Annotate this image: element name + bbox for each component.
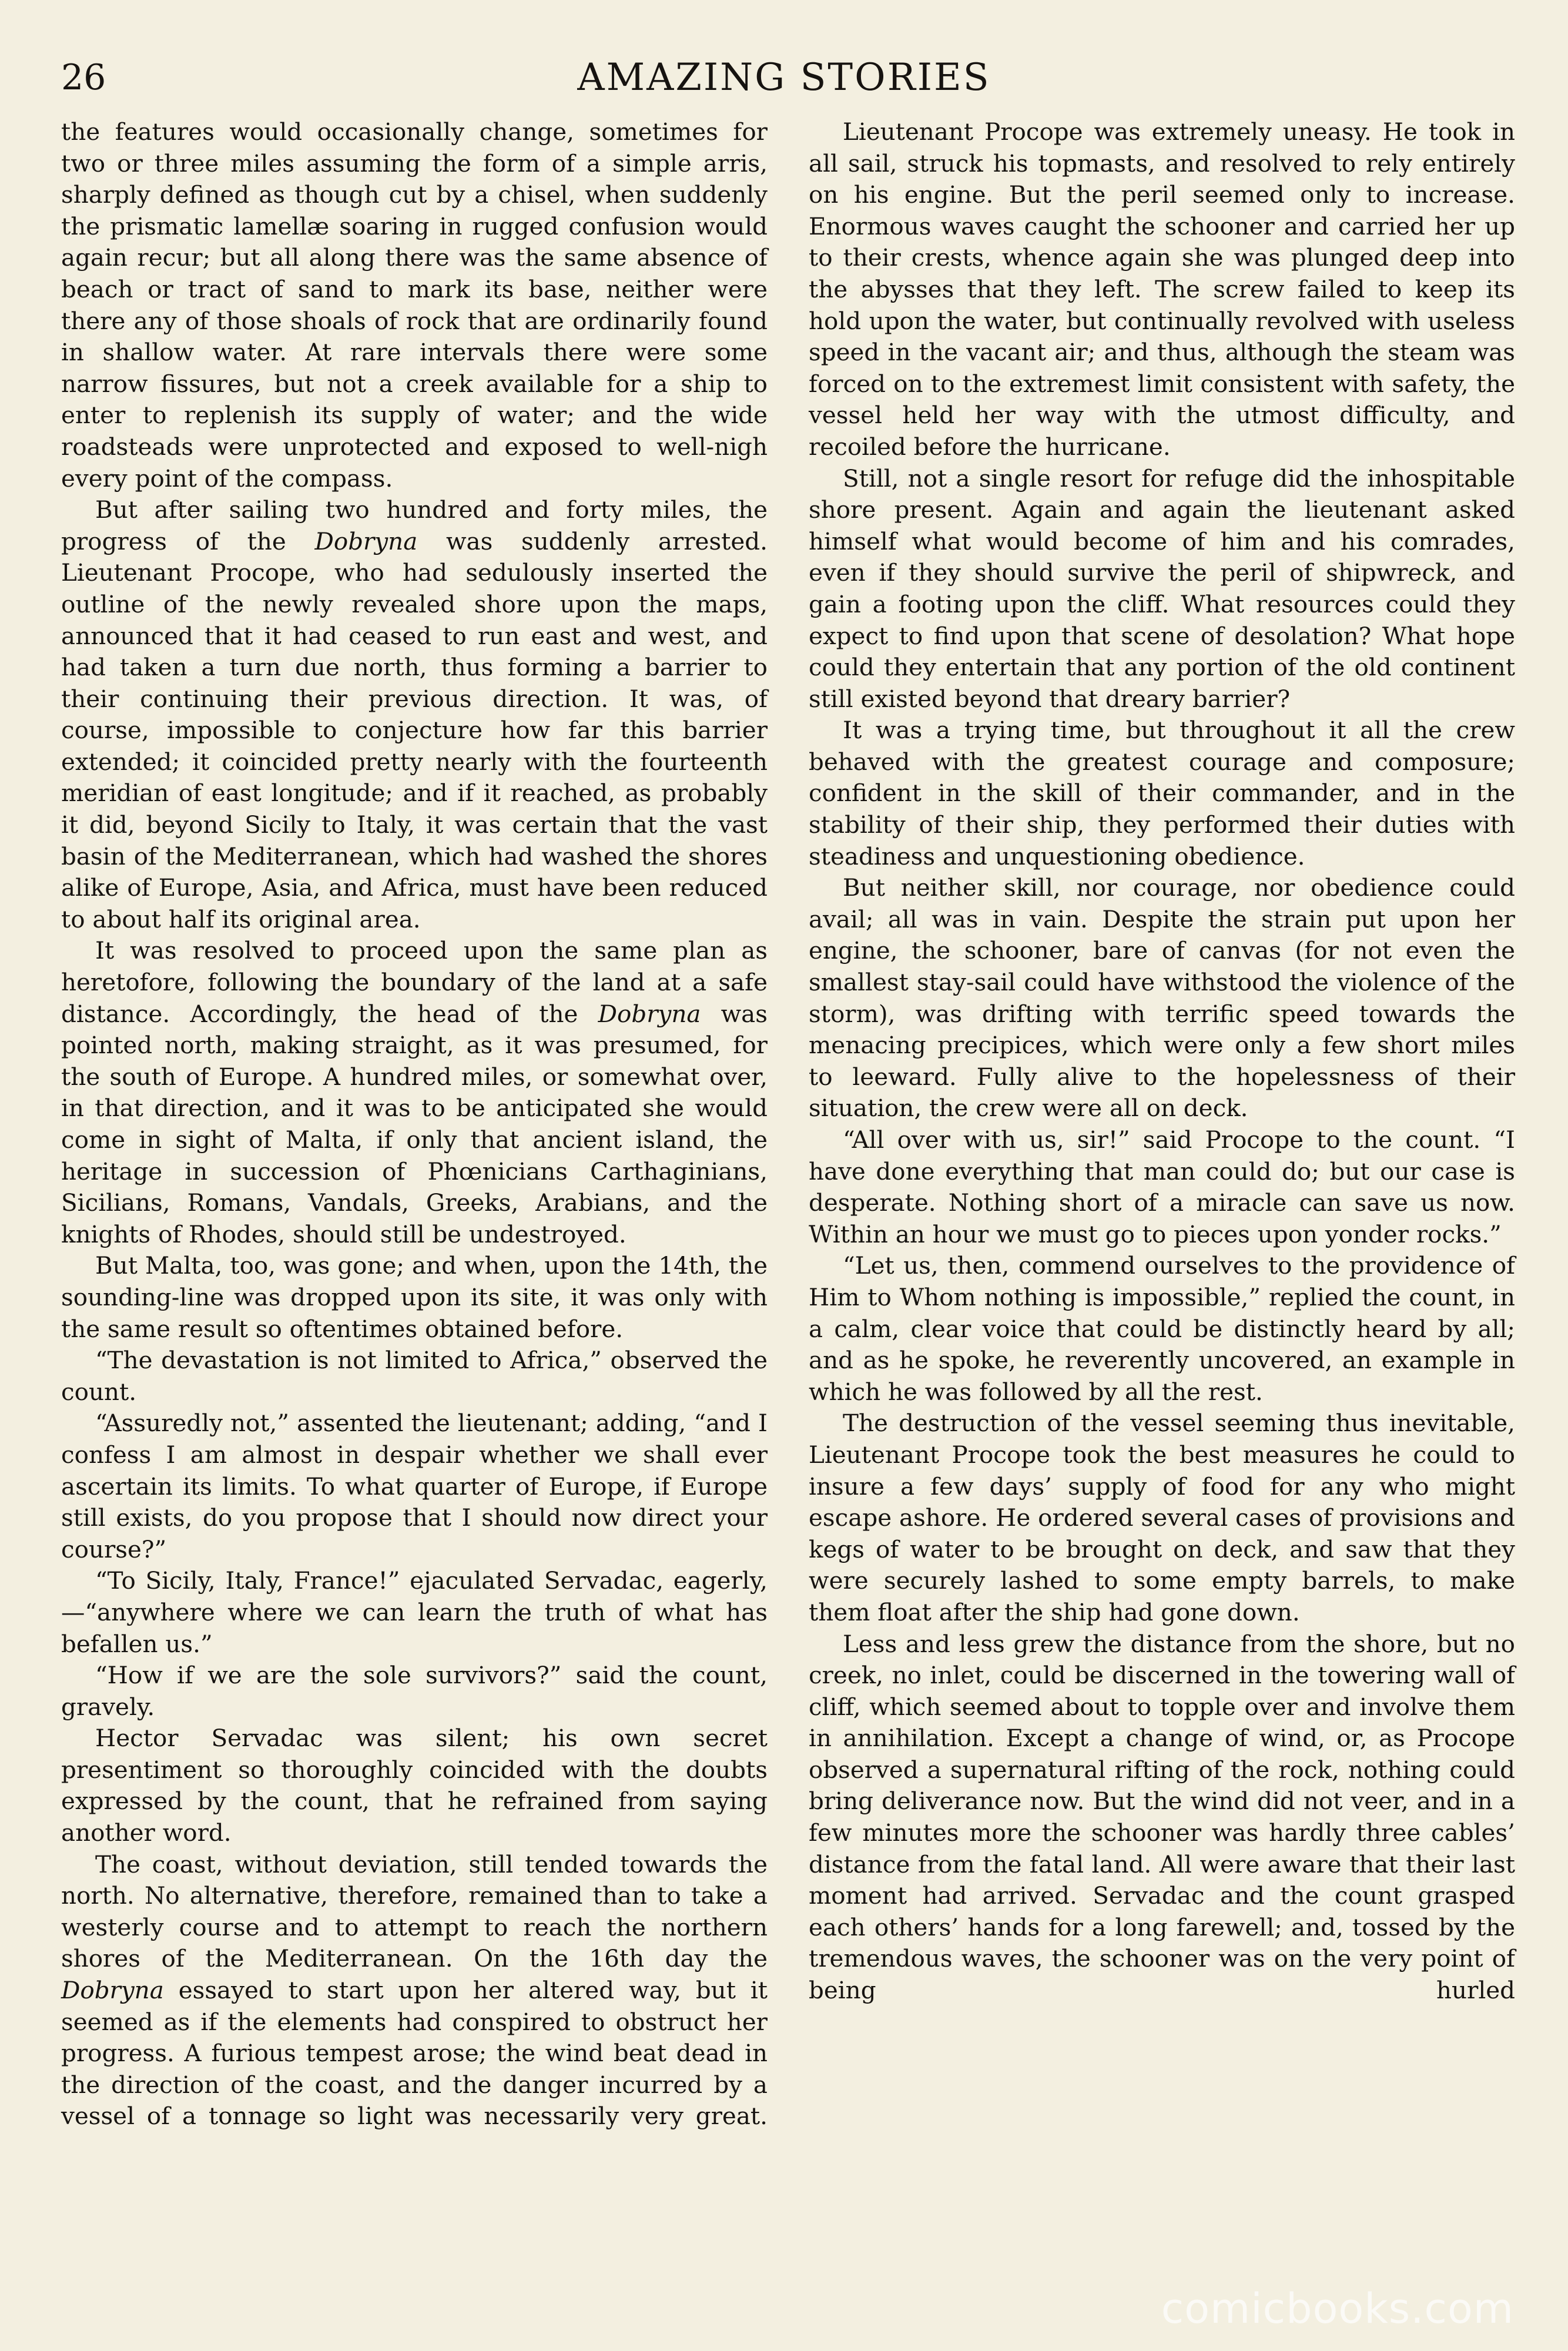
paragraph	[61, 494, 768, 935]
right-column	[809, 116, 1515, 2007]
text-run: But after sailing two hundred and forty miles, the progress of the	[61, 495, 768, 555]
ship-name: Dobryna	[598, 999, 701, 1028]
left-column	[61, 116, 768, 2132]
text-run: was suddenly arrested. Lieutenant Procope, who had sedulously inserted the outline of the newly revealed shore upon the maps, announced that it had ceased to run east and west, and had taken a turn due north, thus forming a barrier to their continuing their previous direction. It was, of course, impossible to conjecture how far this barrier extended; it coincided pretty nearly with the fourteenth meridian of east longitude; and if it reached, as probably it did, beyond Sicily to Italy, it was certain that the vast basin of the Mediterranean, which had washed the shores alike of Europe, Asia, and Africa, must have been reduced to about half its original area.	[61, 527, 768, 933]
paragraph: the features would occasionally change, sometimes for two or three miles assuming the form of a simple arris, sharply defined as though cut by a chisel, when suddenly the prismatic lamellæ soaring in rugged confusion would again recur; but all along there was the same absence of beach or tract of sand to mark its base, neither were there any of those shoals of rock that are ordinarily found in shallow water. At rare intervals there were some narrow fissures, but not a creek available for a ship to enter to replenish its supply of water; and the wide roadsteads were unprotected and exposed to well-nigh every point of the compass.	[61, 118, 768, 493]
paragraph: “To Sicily, Italy, France!” ejaculated Servadac, eagerly,—“anywhere where we can learn the truth of what has befallen us.”	[61, 1566, 768, 1658]
ship-name: Dobryna	[61, 1976, 164, 2005]
paragraph: “Assuredly not,” assented the lieutenant; adding, “and I confess I am almost in despair whether we shall ever ascertain its limits. To what quarter of Europe, if Europe still exists, do you propose that I should now direct your course?”	[61, 1409, 768, 1563]
paragraph: It was a trying time, but throughout it all the crew behaved with the greatest courage and composure; confident in the skill of their commander, and in the stability of their ship, they performed their duties with steadiness and unquestioning obedience.	[809, 716, 1515, 870]
paragraph: But neither skill, nor courage, nor obedience could avail; all was in vain. Despite the strain put upon her engine, the schooner, bare of canvas (for not even the smallest stay-sail could have withstood the violence of the storm), was drifting with terrific speed towards the menacing precipices, which were only a few short miles to leeward. Fully alive to the hopelessness of their situation, the crew were all on deck.	[809, 873, 1515, 1123]
text-run: It was resolved to proceed upon the same plan as heretofore, following the boundary of the land at a safe distance. Accordingly, the head of the	[61, 936, 768, 1028]
paragraph	[61, 935, 768, 1250]
text-run: essayed to start upon her altered way, but it seemed as if the elements had conspired to obstruct her progress. A furious tempest arose; the wind beat dead in the direction of the coast, and the danger incurred by a vessel of a tonnage so light was necessarily very great.	[61, 1976, 768, 2131]
paragraph: “Let us, then, commend ourselves to the providence of Him to Whom nothing is impossible,” replied the count, in a calm, clear voice that could be distinctly heard by all; and as he spoke, he reverently uncovered, an example in which he was followed by all the rest.	[809, 1251, 1515, 1406]
paragraph: Lieutenant Procope was extremely uneasy. He took in all sail, struck his topmasts, and resolved to rely entirely on his engine. But the peril seemed only to increase. Enormous waves caught the schooner and carried her up to their crests, whence again she was plunged deep into the abysses that they left. The screw failed to keep its hold upon the water, but continually revolved with useless speed in the vacant air; and thus, although the steam was forced on to the extremest limit consistent with safety, the vessel held her way with the utmost difficulty, and recoiled before the hurricane.	[809, 118, 1515, 461]
paragraph: Still, not a single resort for refuge did the inhospitable shore present. Again and again the lieutenant asked himself what would become of him and his comrades, even if they should survive the peril of shipwreck, and gain a footing upon the cliff. What resources could they expect to find upon that scene of desolation? What hope could they entertain that any portion of the old continent still existed beyond that dreary barrier?	[809, 464, 1515, 713]
paragraph: Less and less grew the distance from the shore, but no creek, no inlet, could be discerned in the towering wall of cliff, which seemed about to topple over and involve them in annihilation. Except a change of wind, or, as Procope observed a supernatural rifting of the rock, nothing could bring deliverance now. But the wind did not veer, and in a few minutes more the schooner was hardly three cables’ distance from the fatal land. All were aware that their last moment had arrived. Servadac and the count grasped each others’ hands for a long farewell; and, tossed by the tremendous waves, the schooner was on the very point of being hurled	[809, 1629, 1515, 2005]
paragraph	[61, 1849, 768, 2132]
paragraph: Hector Servadac was silent; his own secret presentiment so thoroughly coincided with the doubts expressed by the count, that he refrained from saying another word.	[61, 1724, 768, 1847]
paragraph: “How if we are the sole survivors?” said the count, gravely.	[61, 1661, 768, 1721]
paragraph: “The devastation is not limited to Africa,” observed the count.	[61, 1346, 768, 1406]
running-title: AMAZING STORIES	[577, 56, 991, 99]
paragraph: “All over with us, sir!” said Procope to the count. “I have done everything that man could do; but our case is desperate. Nothing short of a miracle can save us now. Within an hour we must go to pieces upon yonder rocks.”	[809, 1126, 1515, 1248]
text-run: The coast, without deviation, still tended towards the north. No alternative, therefore, remained than to take a westerly course and to attempt to reach the northern shores of the Mediterranean. On the 16th day the	[61, 1850, 768, 1973]
page-number: 26	[61, 57, 106, 98]
ship-name: Dobryna	[314, 527, 418, 555]
paragraph: But Malta, too, was gone; and when, upon the 14th, the sounding-line was dropped upon its site, it was only with the same result so oftentimes obtained before.	[61, 1251, 768, 1343]
text-run: was pointed north, making straight, as it was presumed, for the south of Europe. A hundred miles, or somewhat over, in that direction, and it was to be anticipated she would come in sight of Malta, if only that ancient island, the heritage in succession of Phœnicians Carthaginians, Sicilians, Romans, Vandals, Greeks, Arabians, and the knights of Rhodes, should still be undestroyed.	[61, 999, 768, 1248]
paragraph: The destruction of the vessel seeming thus inevitable, Lieutenant Procope took the best measures he could to insure a few days’ supply of food for any who might escape ashore. He ordered several cases of provisions and kegs of water to be brought on deck, and saw that they were securely lashed to some empty barrels, to make them float after the ship had gone down.	[809, 1409, 1515, 1626]
watermark: comicbooks.com	[1161, 2285, 1514, 2333]
